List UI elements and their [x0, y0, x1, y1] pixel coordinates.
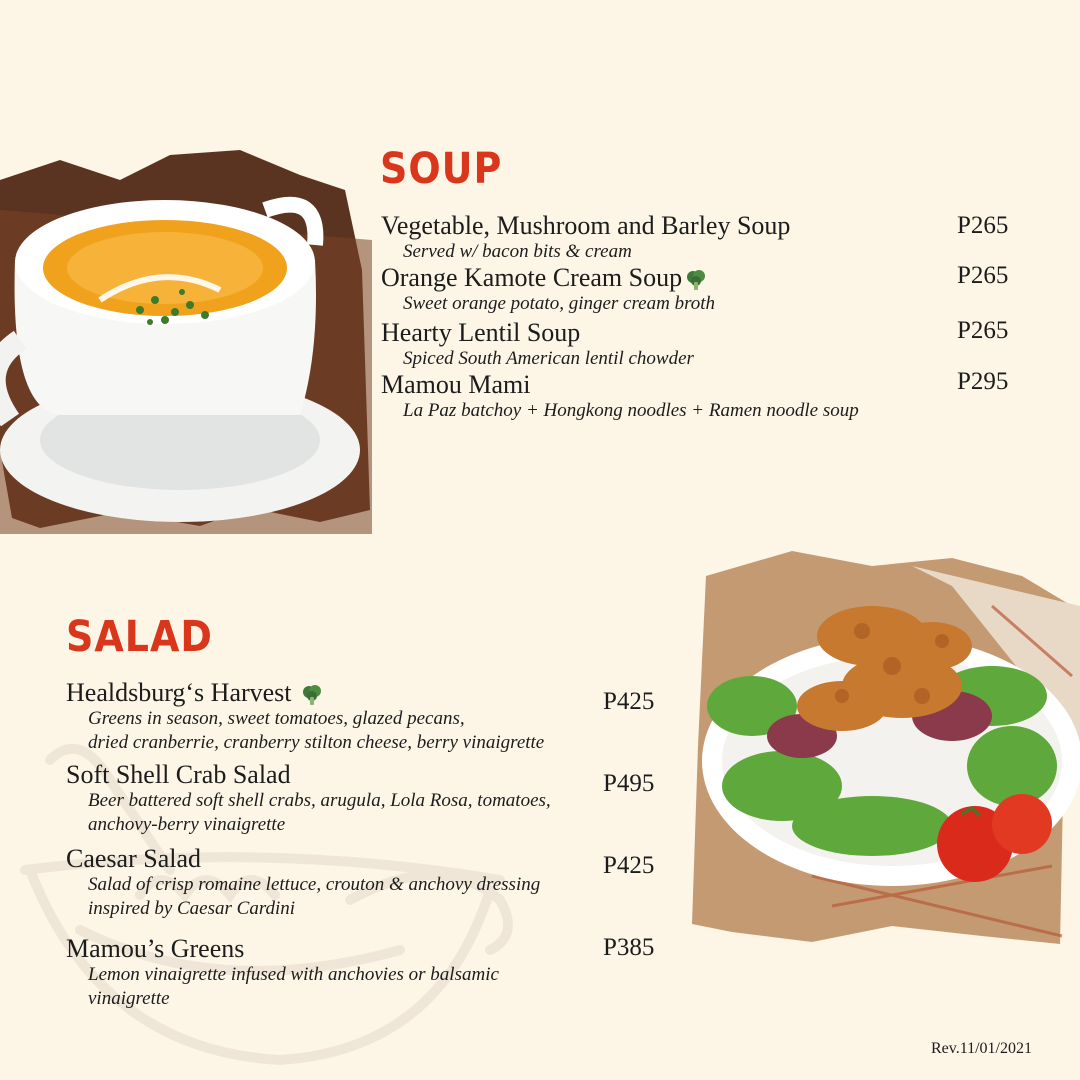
item-name: Mamou Mami [381, 370, 531, 399]
revision-date: Rev.11/01/2021 [930, 1040, 1032, 1057]
item-name [381, 264, 715, 292]
item-price: P265 [957, 212, 1009, 239]
item-name: Hearty Lentil Soup [381, 318, 581, 347]
menu-item [66, 845, 540, 921]
item-price: P385 [603, 934, 655, 961]
item-name: Caesar Salad [66, 844, 202, 873]
item-price: P265 [957, 317, 1009, 344]
item-name [66, 679, 544, 707]
item-name: Mamou’s Greens [66, 934, 245, 963]
item-price: P495 [603, 770, 655, 797]
menu-item [66, 935, 499, 1011]
item-description: Sweet orange potato, ginger cream broth [403, 293, 716, 315]
item-description: inspired by Caesar Cardini [88, 898, 296, 919]
item-price: P425 [603, 852, 655, 879]
broccoli-icon [300, 683, 324, 707]
menu-item [381, 264, 715, 316]
item-price: P425 [603, 688, 655, 715]
item-name: Soft Shell Crab Salad [66, 760, 291, 789]
soup-photo [0, 150, 372, 534]
item-description: Beer battered soft shell crabs, arugula, Lola Rosa, tomatoes, [88, 790, 551, 811]
soup-section-title: SOUP [380, 144, 503, 194]
item-description: Served w/ bacon bits & cream [403, 241, 632, 262]
item-price: P265 [957, 262, 1009, 289]
broccoli-icon [684, 268, 708, 292]
item-description: dried cranberrie, cranberry stilton cheese, berry vinaigrette [88, 732, 545, 754]
item-description: Salad of crisp romaine lettuce, crouton & anchovy dressing [88, 874, 541, 895]
item-name: Vegetable, Mushroom and Barley Soup [381, 211, 791, 240]
item-description: vinaigrette [88, 988, 170, 1009]
menu-item [381, 212, 790, 264]
item-description: Spiced South American lentil chowder [403, 348, 694, 369]
salad-section-title: SALAD [66, 612, 213, 662]
item-name-text: Healdsburg‘s Harvest [66, 678, 292, 707]
item-description: La Paz batchoy + Hongkong noodles + Ramen noodle soup [403, 400, 859, 421]
menu-item [381, 319, 694, 371]
menu-item [381, 371, 859, 423]
item-price: P295 [957, 368, 1009, 395]
item-description: Lemon vinaigrette infused with anchovies or balsamic [88, 964, 499, 985]
salad-photo [692, 546, 1080, 948]
item-description: Greens in season, sweet tomatoes, glazed pecans, [88, 708, 465, 730]
menu-item [66, 679, 544, 755]
item-name-text: Orange Kamote Cream Soup [381, 263, 683, 292]
menu-item [66, 761, 551, 837]
item-description: anchovy-berry vinaigrette [88, 814, 286, 835]
